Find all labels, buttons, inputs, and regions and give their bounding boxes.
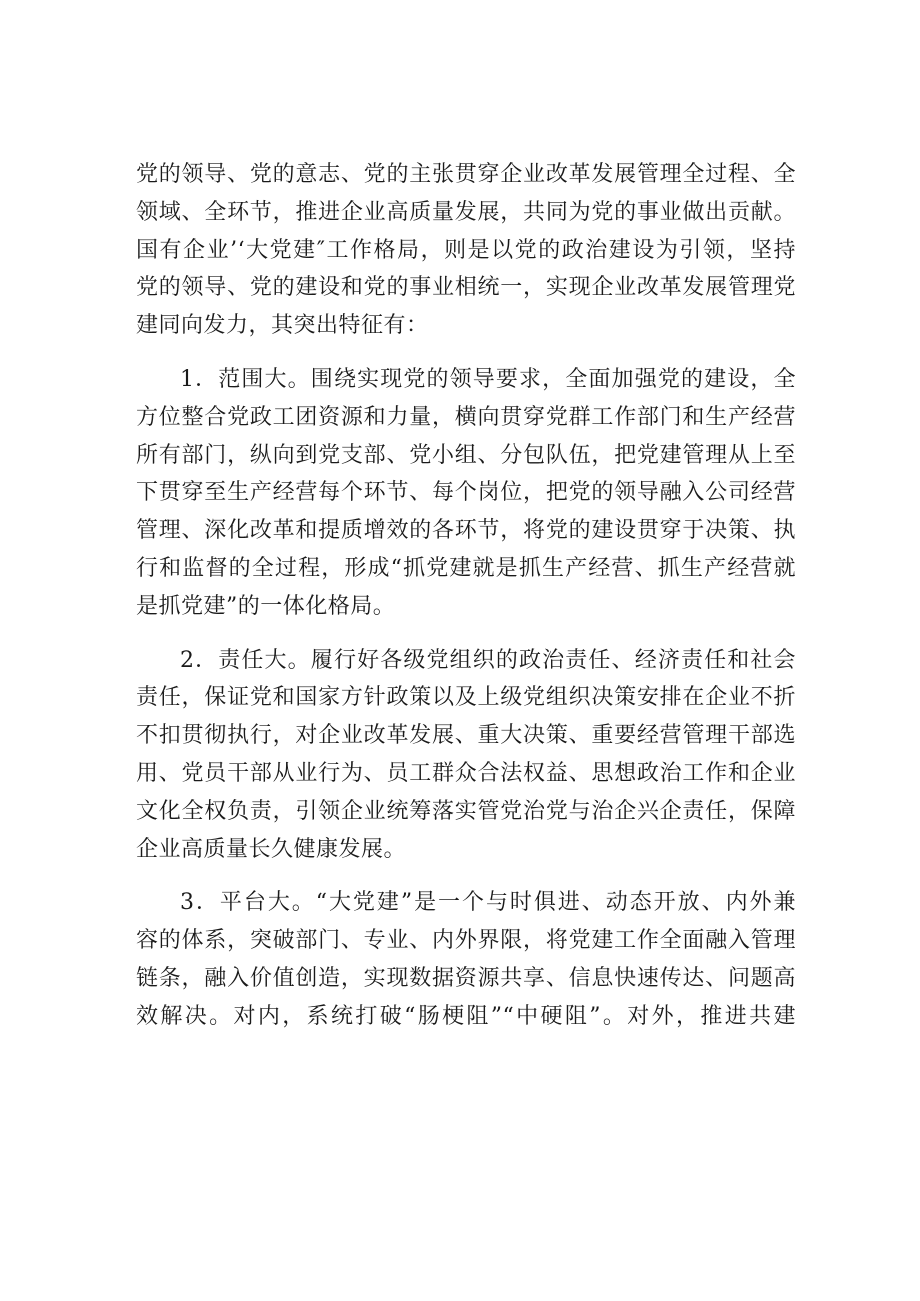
text-line: 2．责任大。履行好各级党组织的政治责任、经济责任和社会 — [180, 647, 796, 673]
paragraph-responsibility — [136, 642, 796, 869]
text-line: 方位整合党政工团资源和力量，横向贯穿党群工作部门和生产经营 — [136, 404, 796, 430]
text-line: 企业高质量长久健康发展。 — [136, 836, 407, 862]
text-line: 用、党员干部从业行为、员工群众合法权益、思想政治工作和企业 — [136, 760, 796, 786]
document-body — [136, 156, 796, 1036]
text-line: 管理、深化改革和提质增效的各环节，将党的建设贯穿于决策、执 — [136, 518, 796, 544]
text-line: 是抓党建”的一体化格局。 — [136, 593, 396, 619]
text-line: 文化全权负责，引领企业统筹落实管党治党与治企兴企责任，保障 — [136, 798, 796, 824]
text-line: 下贯穿至生产经营每个环节、每个岗位，把党的领导融入公司经营 — [136, 480, 796, 506]
text-line: 1．范围大。围绕实现党的领导要求，全面加强党的建设，全 — [180, 366, 796, 392]
text-line: 效解决。对内，系统打破“肠梗阻”“中硬阻”。对外，推进共建 — [136, 1003, 796, 1029]
paragraph-platform — [136, 884, 796, 1035]
text-line: 责任，保证党和国家方针政策以及上级党组织决策安排在企业不折 — [136, 685, 796, 711]
text-line: 链条，融入价值创造，实现数据资源共享、信息快速传达、问题高 — [136, 965, 796, 991]
text-line: 不扣贯彻执行，对企业改革发展、重大决策、重要经营管理干部选 — [136, 723, 796, 749]
paragraph-scope — [136, 361, 796, 626]
paragraph-intro — [136, 156, 796, 345]
text-line: 国有企业’‘大党建″工作格局，则是以党的政治建设为引领，坚持 — [136, 237, 796, 263]
text-line: 所有部门，纵向到党支部、党小组、分包队伍，把党建管理从上至 — [136, 442, 796, 468]
text-line: 行和监督的全过程，形成“抓党建就是抓生产经营、抓生产经营就 — [136, 555, 796, 581]
text-line: 领域、全环节，推进企业高质量发展，共同为党的事业做出贡献。 — [136, 199, 796, 225]
text-line: 3．平台大。“大党建”是一个与时俱进、动态开放、内外兼 — [180, 890, 796, 916]
text-line: 建同向发力，其突出特征有： — [136, 313, 429, 339]
text-line: 容的体系，突破部门、专业、内外界限，将党建工作全面融入管理 — [136, 928, 796, 954]
text-line: 党的领导、党的意志、党的主张贯穿企业改革发展管理全过程、全 — [136, 162, 796, 187]
text-line: 党的领导、党的建设和党的事业相统一，实现企业改革发展管理党 — [136, 275, 796, 301]
